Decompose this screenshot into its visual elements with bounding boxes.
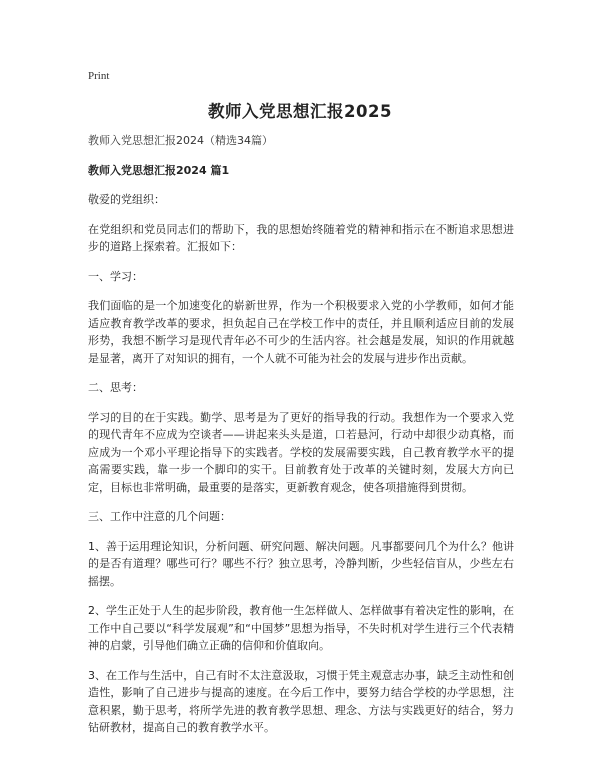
paragraph-issue-1: 1、善于运用理论知识，分析问题、研究问题、解决问题。凡事都要问几个为什么？他讲的是否有道理？哪些可行？哪些不行？独立思考，冷静判断，少些轻信盲从，少些左右摇摆。 [88, 539, 514, 588]
print-label: Print [88, 70, 110, 82]
intro-paragraph: 在党组织和党员同志们的帮助下，我的思想始终随着党的精神和指示在不断追求思想进步的道路上探索着。汇报如下： [88, 222, 514, 253]
salutation: 敬爱的党组织： [88, 193, 165, 206]
paragraph-thinking: 学习的目的在于实践。勤学、思考是为了更好的指导我的行动。我想作为一个要求入党的现代青年不应成为空谈者——讲起来头头是道，口若悬河，行动中却很少动真格，而应成为一个邓小平理论指导下的实践者。学校的发展需要实践，自己教育教学水平的提高需要实践，靠一步一个脚印的实干。目前教育处于改革的关键时刻，发展大方向已定，目标也非常明确，最重要的是落实，更新教育观念，使各项措施得到贯彻。 [88, 410, 514, 494]
paragraph-issue-2: 2、学生正处于人生的起步阶段，教育他一生怎样做人、怎样做事有着决定性的影响，在工作中自己要以“科学发展观”和“中国梦”思想为指导，不失时机对学生进行三个代表精神的启蒙，引导他们确立正确的信仰和价值取向。 [88, 604, 514, 652]
document-title: 教师入党思想汇报2025 [208, 102, 392, 121]
heading-study: 一、学习： [88, 269, 143, 283]
document-body [88, 132, 514, 749]
section-heading: 教师入党思想汇报2024 篇1 [88, 163, 230, 177]
document-subtitle: 教师入党思想汇报2024（精选34篇） [88, 134, 273, 147]
heading-work-issues: 三、工作中注意的几个问题： [88, 510, 231, 523]
paragraph-study: 我们面临的是一个加速变化的崭新世界，作为一个积极要求入党的小学教师，如何才能适应教育教学改革的要求，担负起自己在学校工作中的责任，并且顺利适应目前的发展形势，我想不断学习是现代青年必不可少的生活内容。社会越是发展，知识的作用就越是显著，离开了对知识的拥有，一个人就不可能为社会的发展与进步作出贡献。 [88, 299, 514, 365]
paragraph-issue-3: 3、在工作与生活中，自己有时不太注意汲取，习惯于凭主观意志办事，缺乏主动性和创造性，影响了自己进步与提高的速度。在今后工作中，要努力结合学校的办学思想，注意积累，勤于思考，将所学先进的教育教学思想、理念、方法与实践更好的结合，努力钻研教材，提高自己的教育教学水平。 [88, 668, 514, 734]
heading-thinking: 二、思考： [88, 381, 143, 394]
